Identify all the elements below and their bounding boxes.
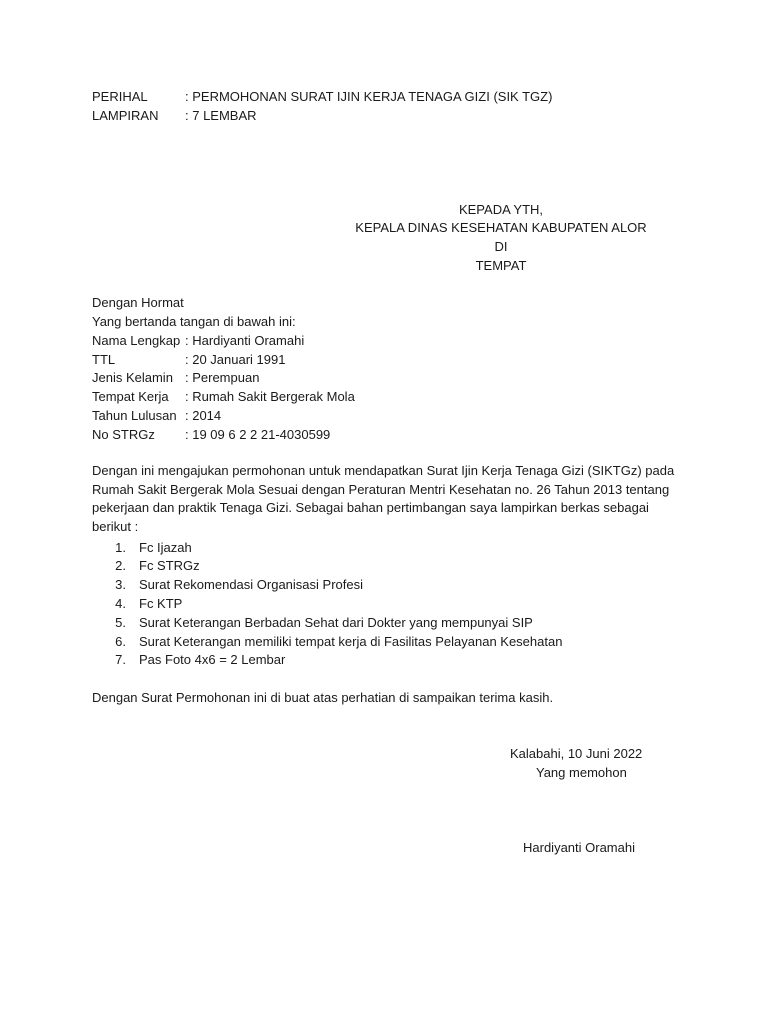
perihal-label: PERIHAL: [92, 89, 148, 104]
list-item-number: 5.: [115, 615, 126, 630]
field-value-jenis-kelamin: : Perempuan: [185, 370, 260, 385]
list-item: Surat Rekomendasi Organisasi Profesi: [139, 577, 363, 592]
lampiran-value: : 7 LEMBAR: [185, 108, 257, 123]
field-value-ttl: : 20 Januari 1991: [185, 352, 286, 367]
recipient-line-4: TEMPAT: [475, 258, 527, 273]
field-value-tahun-lulusan: : 2014: [185, 408, 222, 423]
field-label-tahun-lulusan: Tahun Lulusan: [92, 408, 177, 423]
field-value-no-strgz: : 19 09 6 2 2 21-4030599: [185, 427, 331, 442]
lampiran-label: LAMPIRAN: [92, 108, 159, 123]
field-value-tempat-kerja: : Rumah Sakit Bergerak Mola: [185, 389, 355, 404]
list-item-number: 6.: [115, 634, 126, 649]
field-label-tempat-kerja: Tempat Kerja: [92, 389, 169, 404]
list-item-number: 7.: [115, 652, 126, 667]
recipient-line-2: KEPALA DINAS KESEHATAN KABUPATEN ALOR: [355, 220, 647, 235]
list-item: Surat Keterangan Berbadan Sehat dari Dokter yang mempunyai SIP: [139, 615, 533, 630]
field-label-no-strgz: No STRGz: [92, 427, 155, 442]
body-paragraph: Dengan ini mengajukan permohonan untuk mendapatkan Surat Ijin Kerja Tenaga Gizi (SIKTGz) pada Rumah Sakit Bergerak Mola Sesuai dengan Peraturan Mentri Kesehatan no. 26 Tahun 2013 tentang pekerjaan dan praktik Tenaga Gizi. Sebagai bahan pertimbangan saya lampirkan berkas sebagai berikut :: [92, 463, 675, 534]
signature-place-date: Kalabahi, 10 Juni 2022: [510, 746, 643, 761]
field-value-nama: : Hardiyanti Oramahi: [185, 333, 305, 348]
intro-text: Yang bertanda tangan di bawah ini:: [92, 314, 296, 329]
recipient-line-3: DI: [494, 239, 508, 254]
perihal-value: : PERMOHONAN SURAT IJIN KERJA TENAGA GIZI (SIK TGZ): [185, 89, 553, 104]
signature-role: Yang memohon: [536, 765, 627, 780]
list-item-number: 4.: [115, 596, 126, 611]
list-item-number: 3.: [115, 577, 126, 592]
recipient-line-1: KEPADA YTH,: [458, 202, 544, 217]
list-item: Pas Foto 4x6 = 2 Lembar: [139, 652, 286, 667]
list-item: Surat Keterangan memiliki tempat kerja di Fasilitas Pelayanan Kesehatan: [139, 634, 563, 649]
list-item: Fc Ijazah: [139, 540, 192, 555]
list-item-number: 2.: [115, 558, 126, 573]
field-label-ttl: TTL: [92, 352, 116, 367]
list-item: Fc KTP: [139, 596, 183, 611]
list-item-number: 1.: [115, 540, 126, 555]
field-label-jenis-kelamin: Jenis Kelamin: [92, 370, 173, 385]
field-label-nama: Nama Lengkap: [92, 333, 181, 348]
closing-text: Dengan Surat Permohonan ini di buat atas perhatian di sampaikan terima kasih.: [92, 690, 554, 705]
signature-name: Hardiyanti Oramahi: [523, 840, 635, 855]
greeting: Dengan Hormat: [92, 295, 184, 310]
list-item: Fc STRGz: [139, 558, 200, 573]
